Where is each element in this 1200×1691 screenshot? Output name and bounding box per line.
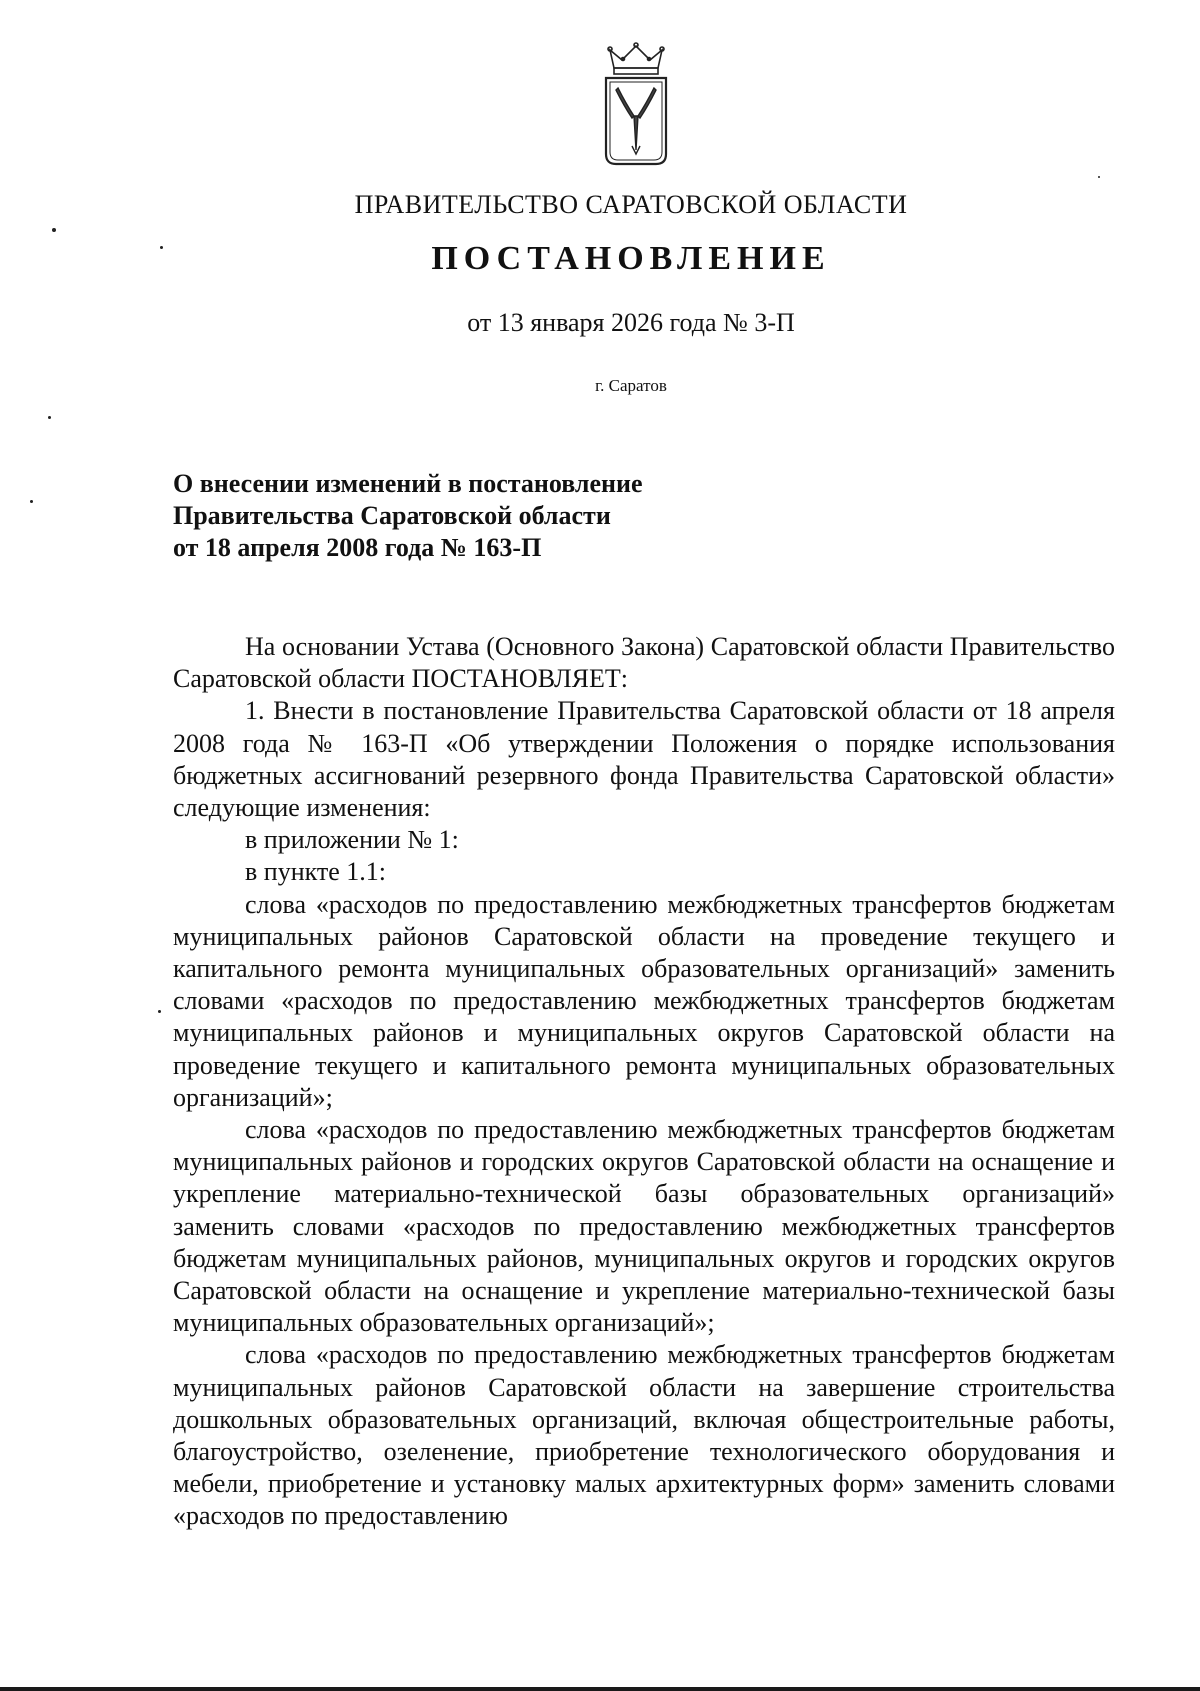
body-paragraph: слова «расходов по предоставлению межбюджетных трансфертов бюджетам муниципальных районов Саратовской области на проведение текущего и капитального ремонта муниципальных образовательных организаций» заменить словами «расходов по предоставлению межбюджетных трансфертов бюджетам муниципальных районов и муниципальных округов Саратовской области на проведение текущего и капитального ремонта муниципальных образовательных организаций»;	[173, 889, 1115, 1112]
document-type-title: ПОСТАНОВЛЕНИЕ	[431, 240, 831, 277]
body-paragraph: в приложении № 1:	[245, 825, 459, 855]
government-title: ПРАВИТЕЛЬСТВО САРАТОВСКОЙ ОБЛАСТИ	[354, 190, 908, 219]
subject-line: О внесении изменений в постановление	[173, 469, 643, 498]
scan-speck	[1098, 176, 1100, 178]
document-body	[173, 631, 1115, 1533]
subject-line: от 18 апреля 2008 года № 163-П	[173, 533, 542, 562]
body-paragraph: На основании Устава (Основного Закона) Саратовской области Правительство Саратовской области ПОСТАНОВЛЯЕТ:	[173, 632, 1115, 694]
scan-speck	[30, 500, 33, 503]
scan-speck	[160, 246, 163, 249]
scan-edge	[0, 1687, 1200, 1691]
coat-of-arms-icon	[596, 42, 676, 172]
scan-speck	[52, 228, 56, 232]
document-city: г. Саратов	[595, 376, 667, 395]
body-paragraph: в пункте 1.1:	[245, 857, 387, 887]
body-paragraph: слова «расходов по предоставлению межбюджетных трансфертов бюджетам муниципальных районов Саратовской области на завершение строительства дошкольных образовательных организаций, включая общестроительные работы, благоустройство, озеленение, приобретение технологического оборудования и мебели, приобретение и установку малых архитектурных форм» заменить словами «расходов по предоставлению	[173, 1340, 1115, 1531]
body-paragraph: 1. Внести в постановление Правительства Саратовской области от 18 апреля 2008 года № 163-П «Об утверждении Положения о порядке использования бюджетных ассигнований резервного фонда Правительства Саратовской области» следующие изменения:	[173, 696, 1115, 823]
document-subject	[173, 468, 893, 564]
body-paragraph: слова «расходов по предоставлению межбюджетных трансфертов бюджетам муниципальных районов и городских округов Саратовской области на оснащение и укрепление материально-технической базы образовательных организаций» заменить словами «расходов по предоставлению межбюджетных трансфертов бюджетам муниципальных районов, муниципальных округов и городских округов Саратовской области на оснащение и укрепление материально-технической базы муниципальных образовательных организаций»;	[173, 1115, 1115, 1338]
scan-speck	[48, 416, 51, 419]
document-date-number: от 13 января 2026 года № 3-П	[467, 308, 795, 337]
subject-line: Правительства Саратовской области	[173, 501, 611, 530]
scan-speck	[158, 1010, 161, 1013]
